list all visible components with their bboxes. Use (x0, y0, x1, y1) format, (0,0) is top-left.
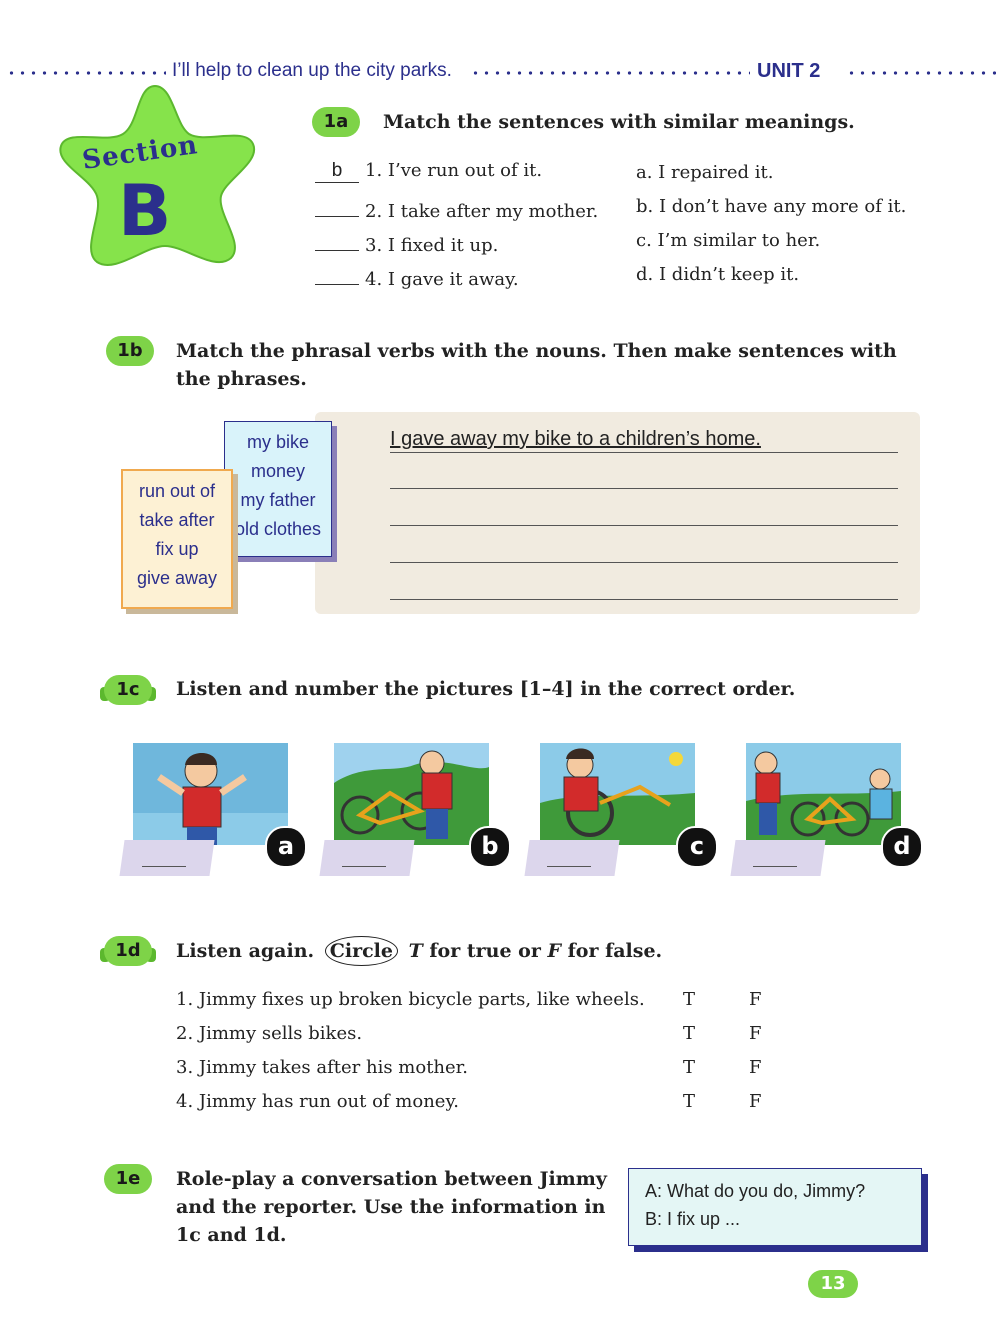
badge-1d: 1d (104, 936, 152, 966)
write-line-3[interactable] (390, 525, 898, 526)
page-number: 13 (808, 1270, 858, 1298)
match-right-a: a. I repaired it. (636, 162, 774, 183)
boy-repairing-bike-illustration-icon (334, 743, 489, 845)
true-option-2[interactable]: T (683, 1023, 696, 1044)
instruction-1c: Listen and number the pictures [1–4] in the correct order. (176, 678, 796, 700)
noun-2: money (250, 461, 306, 481)
boys-with-fixed-bike-illustration-icon (746, 743, 901, 845)
noun-4: old clothes (234, 519, 322, 539)
answer-box-b[interactable] (319, 840, 414, 876)
dialogue-line-b: B: I fix up ... (645, 1209, 741, 1229)
match-right-c: c. I’m similar to her. (636, 230, 821, 251)
match-right-d: d. I didn’t keep it. (636, 264, 800, 285)
noun-card (224, 421, 332, 557)
answer-line-d (753, 866, 797, 867)
answer-line-b (342, 866, 386, 867)
verb-2: take after (139, 510, 215, 530)
picture-label-c: c (676, 826, 718, 868)
answer-blank-4[interactable] (315, 262, 359, 285)
tf-statement-1: 1. Jimmy fixes up broken bicycle parts, like wheels. (176, 989, 645, 1010)
dialogue-box (628, 1168, 922, 1246)
instruction-1b: Match the phrasal verbs with the nouns. Then make sentences with the phrases. (176, 340, 897, 390)
instruction-1a: Match the sentences with similar meanings. (383, 111, 855, 133)
answer-line-a (142, 866, 186, 867)
instruction-1d: Listen again. Circle T for true or F for false. (176, 936, 662, 966)
unit-label: UNIT 2 (757, 60, 821, 82)
unit-subtitle: I’ll help to clean up the city parks. (172, 60, 452, 81)
section-letter: B (118, 170, 172, 252)
verb-4: give away (136, 568, 218, 588)
answer-box-d[interactable] (730, 840, 825, 876)
picture-c (540, 743, 695, 845)
tf-statement-2: 2. Jimmy sells bikes. (176, 1023, 363, 1044)
section-word: Section (80, 130, 200, 176)
true-option-3[interactable]: T (683, 1057, 696, 1078)
badge-1e: 1e (104, 1164, 152, 1194)
false-option-3[interactable]: F (749, 1057, 762, 1078)
instruction-1e: Role-play a conversation between Jimmy and the reporter. Use the information in 1c and 1d. (176, 1168, 607, 1246)
answer-blank-2[interactable] (315, 194, 359, 217)
noun-1: my bike (246, 432, 309, 452)
badge-1b: 1b (106, 336, 154, 366)
false-option-2[interactable]: F (749, 1023, 762, 1044)
boy-with-bike-wheel-illustration-icon (540, 743, 695, 845)
true-option-1[interactable]: T (683, 989, 696, 1010)
false-option-4[interactable]: F (749, 1091, 762, 1112)
picture-a (133, 743, 288, 845)
circle-word: Circle (325, 936, 398, 966)
picture-label-d: d (881, 826, 923, 868)
match-left-1: b 1. I’ve run out of it. (315, 160, 542, 183)
tf-statement-4: 4. Jimmy has run out of money. (176, 1091, 459, 1112)
picture-label-b: b (469, 826, 511, 868)
badge-1c: 1c (104, 675, 152, 705)
answer-blank-3[interactable] (315, 228, 359, 251)
header-dots-middle (470, 70, 750, 76)
picture-b (334, 743, 489, 845)
match-left-2: 2. I take after my mother. (315, 194, 598, 222)
verb-card (121, 469, 233, 609)
picture-d (746, 743, 901, 845)
answer-box-c[interactable] (524, 840, 619, 876)
dialogue-line-a: A: What do you do, Jimmy? (645, 1181, 866, 1201)
badge-1a: 1a (312, 107, 360, 137)
picture-label-a: a (265, 826, 307, 868)
tf-statement-3: 3. Jimmy takes after his mother. (176, 1057, 469, 1078)
write-line-5[interactable] (390, 599, 898, 600)
noun-3: my father (240, 490, 316, 510)
write-line-2[interactable] (390, 488, 898, 489)
header-dots-left (6, 70, 166, 76)
match-right-b: b. I don’t have any more of it. (636, 196, 907, 217)
write-line-4[interactable] (390, 562, 898, 563)
verb-1: run out of (138, 481, 216, 501)
write-line-1 (390, 452, 898, 453)
answer-blank-1[interactable]: b (315, 160, 359, 183)
false-option-1[interactable]: F (749, 989, 762, 1010)
answer-box-a[interactable] (119, 840, 214, 876)
surprised-boy-illustration-icon (133, 743, 288, 845)
example-sentence: I gave away my bike to a children’s home. (390, 428, 761, 450)
match-left-3: 3. I fixed it up. (315, 228, 498, 256)
true-option-4[interactable]: T (683, 1091, 696, 1112)
answer-line-c (547, 866, 591, 867)
header-dots-right (846, 70, 996, 76)
match-left-4: 4. I gave it away. (315, 262, 519, 290)
verb-3: fix up (155, 539, 199, 559)
